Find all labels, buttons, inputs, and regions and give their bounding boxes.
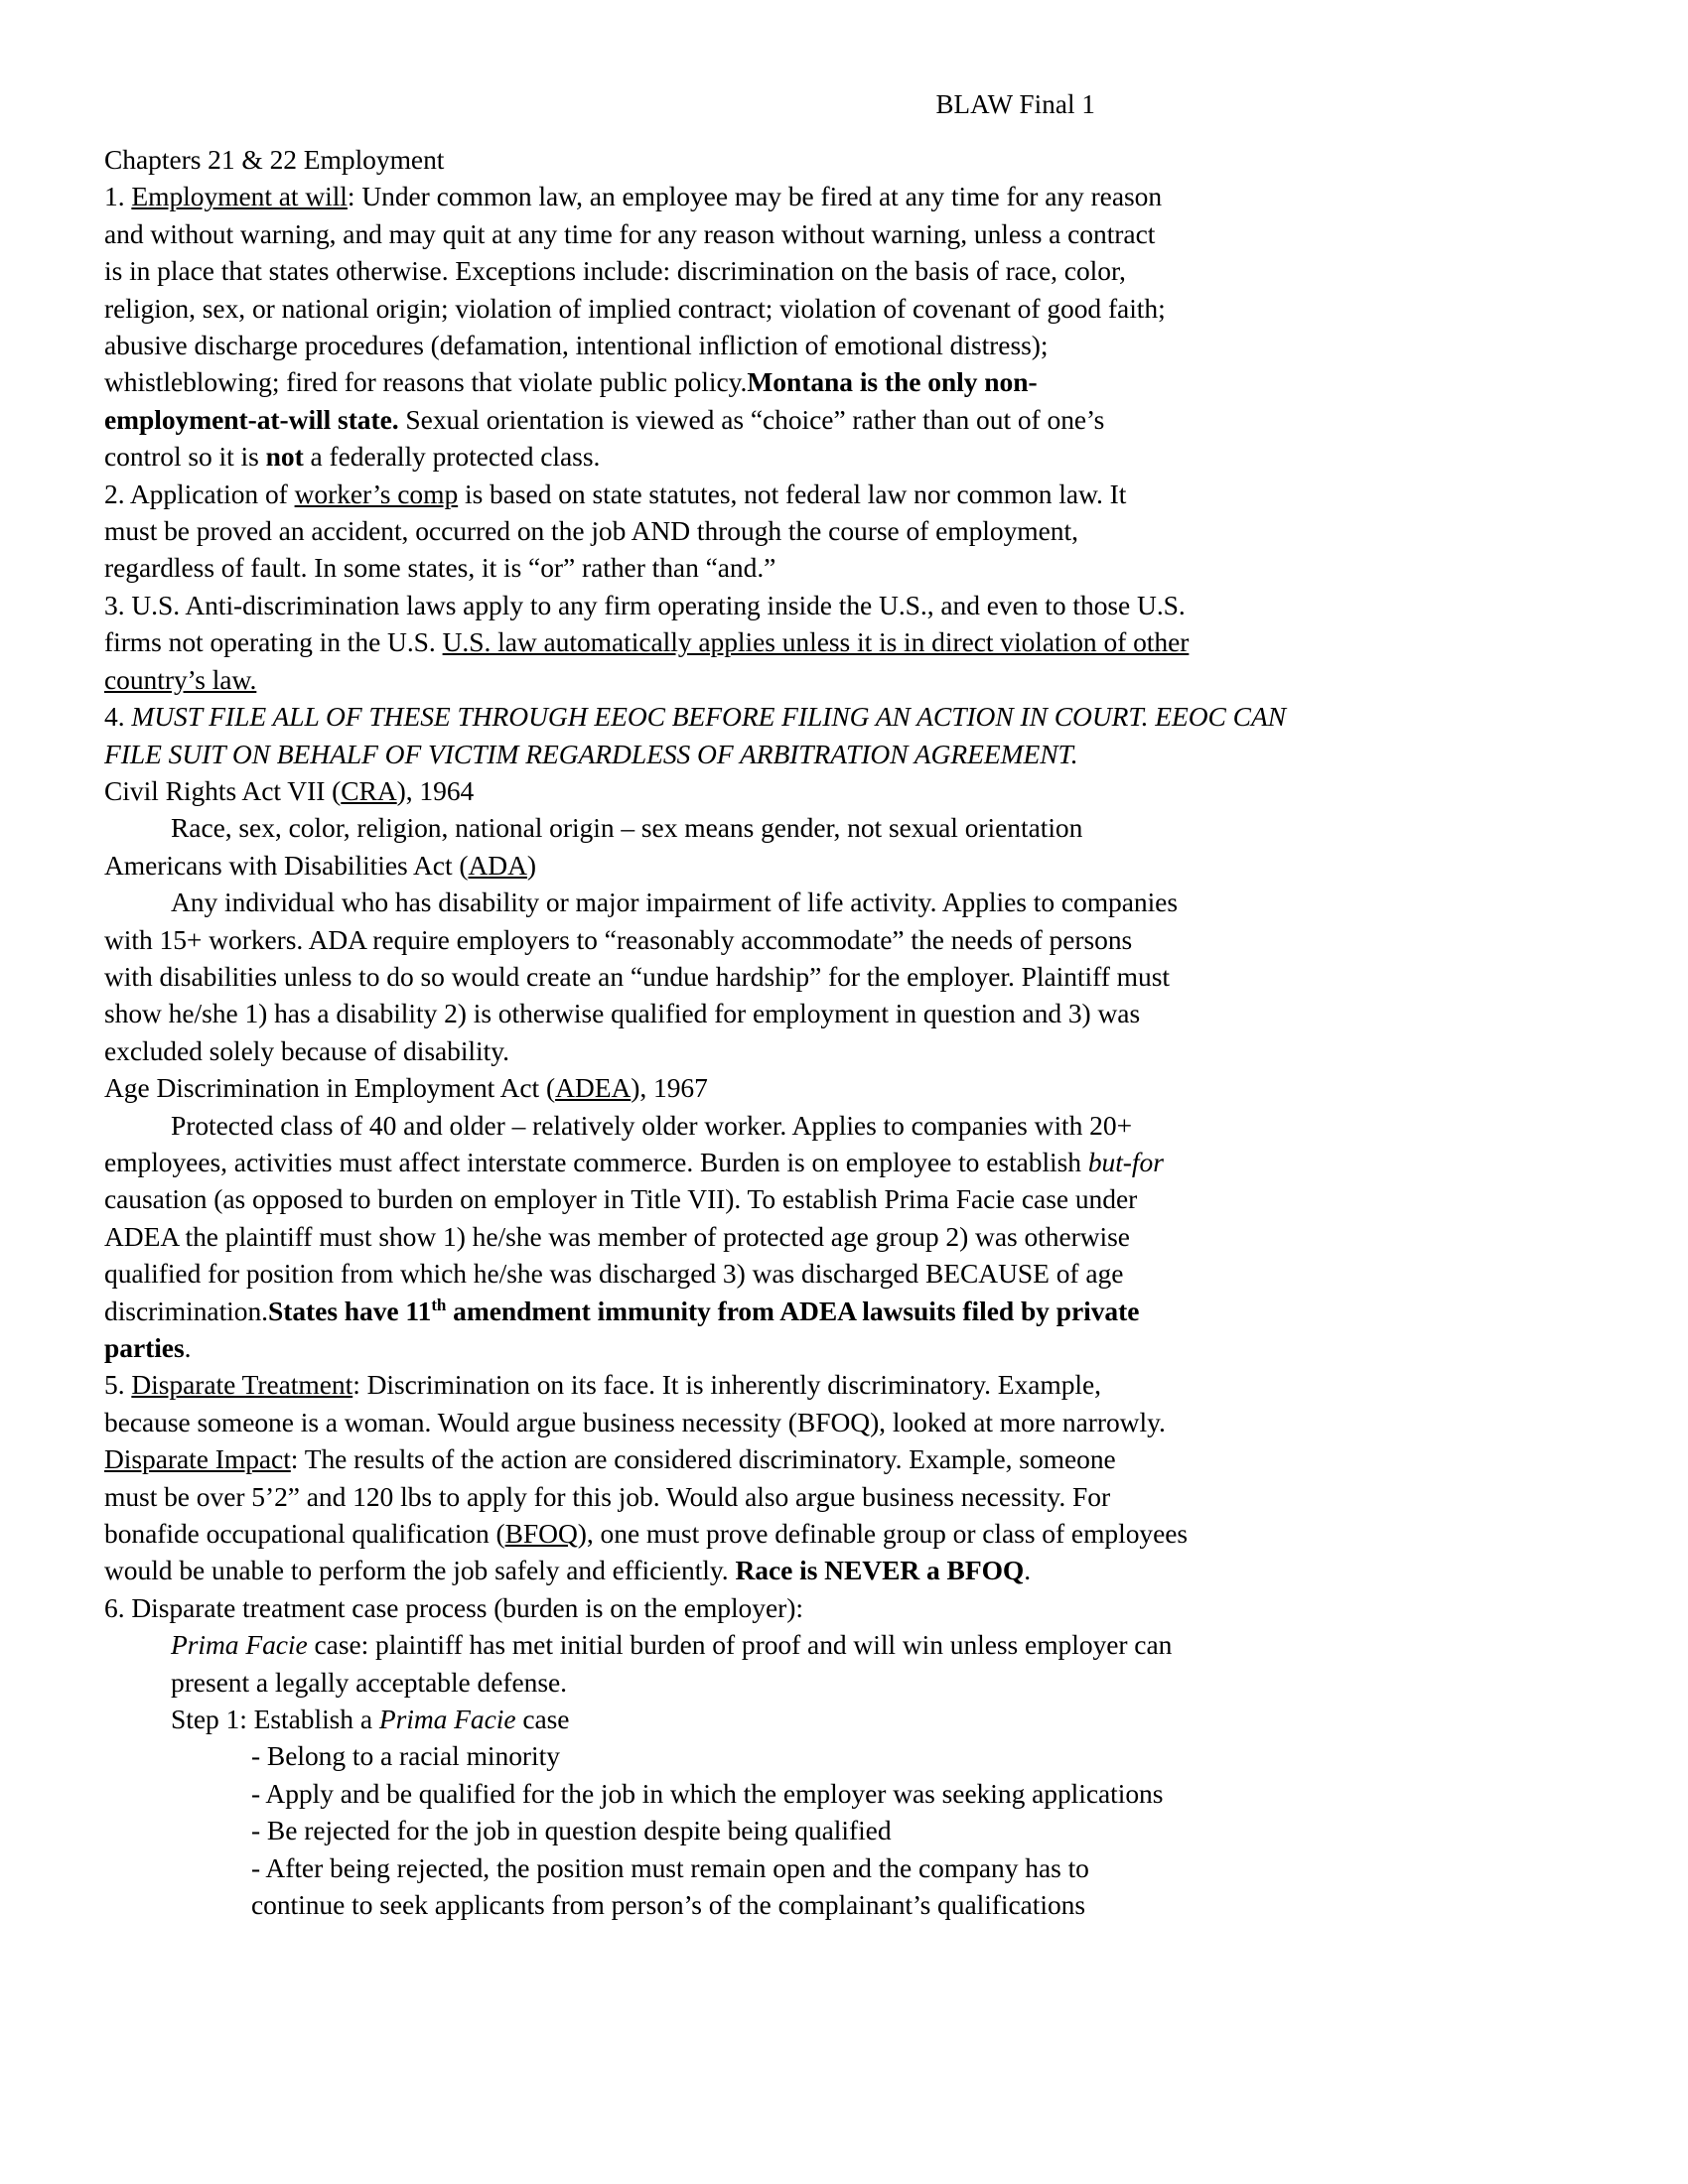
prima-facie-line-2: present a legally acceptable defense. [171,1666,567,1698]
adea-body-line-1: Protected class of 40 and older – relatively older worker. Applies to companies with 20+ [171,1109,1133,1141]
amendment-text-cont: amendment immunity from ADEA lawsuits filed by private [446,1295,1140,1326]
adea-heading-suffix: ), 1967 [631,1072,708,1104]
point-1-line-5: abusive discharge procedures (defamation, intentional infliction of emotional distress); [104,330,1049,361]
employment-at-will-term: Employment at will [131,181,348,212]
cra-heading [104,772,1099,809]
point-3-text: firms not operating in the U.S. [104,626,443,658]
adea-abbreviation: ADEA [555,1072,632,1104]
point-1-line-2: and without warning, and may quit at any time for any reason without warning, unless a contract [104,217,1156,249]
eeoc-emphasis-part2: FILE SUIT ON BEHALF OF VICTIM REGARDLESS OF ARBITRATION AGREEMENT. [104,738,1078,769]
montana-emphasis-part2: employment-at-will state. [104,403,399,435]
point-1-line-1 [104,178,1163,214]
not-emphasis: not [265,441,304,473]
disparate-treatment-text: : Discrimination on its face. It is inherently discriminatory. Example, [352,1369,1101,1401]
race-never-bfoq-emphasis: Race is NEVER a BFOQ [735,1555,1025,1586]
ada-abbreviation: ADA [468,849,527,881]
disparate-impact-term: Disparate Impact [104,1443,291,1475]
bfoq-abbreviation: BFOQ [504,1518,578,1550]
section-title-line [104,141,1099,178]
adea-burden-text: employees, activities must affect interstate commerce. Burden is on employee to establish [104,1146,1088,1177]
cra-heading-prefix: Civil Rights Act VII ( [104,774,342,806]
step-1-bullet-4: - After being rejected, the position must remain open and the company has to [251,1851,1089,1883]
point-3-line-2 [104,623,1190,660]
step-1-bullet-4-cont: continue to seek applicants from person’s of the complainant’s qualifications [251,1889,1086,1921]
prima-facie-emphasis-1: Prima Facie [171,1629,308,1661]
ada-body-line-1: Any individual who has disability or major impairment of life activity. Applies to companies [171,887,1178,918]
ada-body-line-4: show he/she 1) has a disability 2) is otherwise qualified for employment in question and 3) was [104,998,1141,1029]
bfoq-suffix: ), one must prove definable group or class of employees [577,1518,1189,1550]
point-1-line-8 [104,438,1099,475]
point-1-number: 1. [104,181,132,212]
sexual-orientation-text: Sexual orientation is viewed as “choice” rather than out of one’s [398,403,1105,435]
point-4-line-1 [104,698,1286,735]
point-1-line-7 [104,401,1105,438]
point-4-line-2 [104,736,1099,772]
ada-heading [104,847,1099,884]
adea-heading [104,1069,1099,1106]
cra-abbreviation: CRA [341,774,397,806]
ada-body-line-3: with disabilities unless to do so would create an “undue hardship” for the employer. Plaintiff must [104,960,1170,992]
point-3-line-3 [104,661,1099,698]
prima-facie-line-1 [104,1626,1173,1663]
ada-heading-suffix: ) [526,849,537,881]
cra-heading-suffix: ), 1964 [396,774,475,806]
point-5-line-1 [104,1366,1099,1403]
point-6-line-1: 6. Disparate treatment case process (burden is on the employer): [104,1591,803,1623]
parties-period: . [184,1332,192,1363]
point-1-text-cont: whistleblowing; fired for reasons that violate public policy. [104,366,748,398]
but-for-emphasis: but-for [1087,1146,1164,1177]
step-1-bullet-3: - Be rejected for the job in question despite being qualified [251,1815,892,1846]
point-5-number: 5. [104,1369,132,1401]
point-1-line-6 [104,363,1099,400]
step-1-line [104,1701,1099,1737]
point-3-line-1: 3. U.S. Anti-discrimination laws apply to any firm operating inside the U.S., and even to those U.S. [104,589,1186,620]
point-5-line-3 [104,1440,1116,1477]
amendment-emphasis-part2: parties [104,1332,185,1363]
point-2-text: is based on state statutes, not federal law nor common law. It [458,478,1127,509]
point-4-number: 4. [104,701,132,733]
adea-body-line-4: ADEA the plaintiff must show 1) he/she was member of protected age group 2) was otherwise [104,1220,1130,1252]
point-2-line-3: regardless of fault. In some states, it is “or” rather than “and.” [104,552,776,584]
point-5-line-6 [104,1552,1099,1588]
disparate-impact-text: : The results of the action are considered discriminatory. Example, someone [290,1443,1116,1475]
discrimination-text: discrimination. [104,1295,268,1326]
workers-comp-term: worker’s comp [294,478,459,509]
ordinal-suffix: th [431,1295,447,1314]
safely-efficiently-text: would be unable to perform the job safely and efficiently. [104,1555,736,1586]
prima-facie-text: case: plaintiff has met initial burden of proof and will win unless employer can [307,1629,1173,1661]
step-1-suffix: case [515,1704,570,1735]
document-body [104,141,1286,1924]
step-1-bullet-1: - Belong to a racial minority [251,1740,560,1772]
adea-body-line-7 [104,1329,1099,1366]
chapters-title: Chapters 21 & 22 Employment [104,144,445,175]
amendment-emphasis-part1 [268,1296,1139,1326]
page-header: BLAW Final 1 [935,89,1095,119]
protected-class-text: a federally protected class. [303,441,601,473]
point-2-line-1 [104,476,1127,512]
us-law-underline-part1: U.S. law automatically applies unless it is in direct violation of other [442,626,1190,658]
point-5-line-5 [104,1515,1189,1552]
cra-body-line-1: Race, sex, color, religion, national origin – sex means gender, not sexual orientation [171,812,1083,844]
point-5-line-2: because someone is a woman. Would argue business necessity (BFOQ), looked at more narrowly. [104,1406,1166,1437]
adea-body-line-6 [104,1293,1140,1329]
adea-heading-prefix: Age Discrimination in Employment Act ( [104,1072,556,1104]
ada-heading-prefix: Americans with Disabilities Act ( [104,849,469,881]
control-text: control so it is [104,441,266,473]
adea-body-line-5: qualified for position from which he/she was discharged 3) was discharged BECAUSE of age [104,1258,1124,1290]
bfoq-prefix: bonafide occupational qualification ( [104,1518,505,1550]
point-1-text: : Under common law, an employee may be fired at any time for any reason [347,181,1163,212]
ada-body-line-2: with 15+ workers. ADA require employers to “reasonably accommodate” the needs of persons [104,923,1133,955]
point-2-line-2: must be proved an accident, occurred on the job AND through the course of employment, [104,515,1078,547]
race-never-bfoq-period: . [1024,1555,1032,1586]
point-1-line-3: is in place that states otherwise. Exceptions include: discrimination on the basis of race, color, [104,255,1126,287]
amendment-text: States have 11 [268,1295,432,1326]
disparate-treatment-term: Disparate Treatment [131,1369,353,1401]
eeoc-emphasis-part1: MUST FILE ALL OF THESE THROUGH EEOC BEFORE FILING AN ACTION IN COURT. EEOC CAN [131,701,1286,733]
step-1-prefix: Step 1: Establish a [171,1704,379,1735]
point-1-line-4: religion, sex, or national origin; violation of implied contract; violation of covenant of good faith; [104,292,1166,324]
step-1-bullet-2: - Apply and be qualified for the job in which the employer was seeking applications [251,1777,1164,1809]
ada-body-line-5: excluded solely because of disability. [104,1034,509,1066]
prima-facie-emphasis-2: Prima Facie [378,1704,516,1735]
point-5-line-4: must be over 5’2” and 120 lbs to apply for this job. Would also argue business necessity. For [104,1480,1111,1512]
us-law-underline-part2: country’s law. [104,663,257,695]
adea-body-line-3: causation (as opposed to burden on employer in Title VII). To establish Prima Facie case under [104,1183,1138,1215]
point-2-number: 2. Application of [104,478,295,509]
montana-emphasis-part1: Montana is the only non- [747,366,1038,398]
adea-body-line-2 [104,1144,1164,1180]
